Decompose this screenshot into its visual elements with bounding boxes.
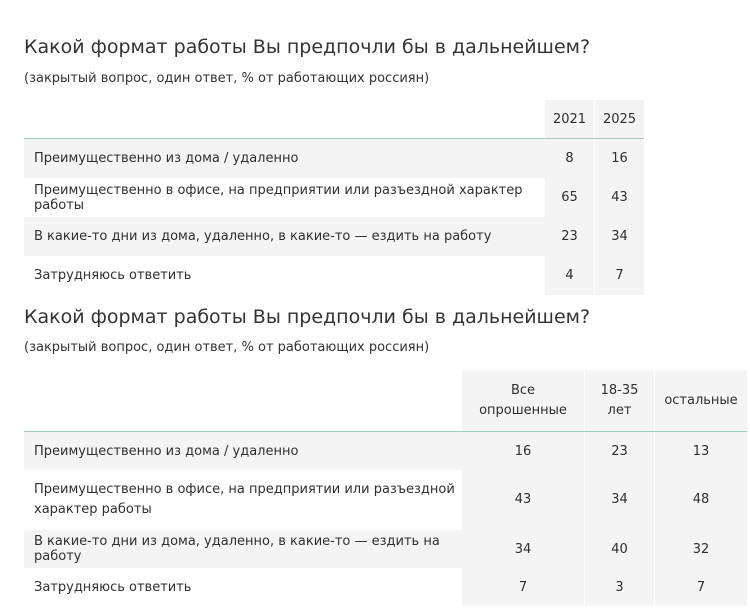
table2-col-others (655, 370, 748, 432)
cell-value: 7 (655, 568, 748, 606)
cell-value: 7 (595, 256, 645, 295)
cell-value: 13 (655, 432, 748, 471)
table2-header-empty (24, 370, 462, 432)
row-label-line: Преимущественно в офисе, на предприятии или разъездной (34, 482, 455, 497)
cell-value: 34 (595, 217, 645, 256)
row-label: В какие-то дни из дома, удаленно, в какие-то — ездить на работу (34, 229, 492, 244)
table2-title: Какой формат работы Вы предпочли бы в дальнейшем? (24, 306, 591, 328)
table-row (24, 256, 644, 295)
cell-value: 40 (585, 530, 655, 568)
table2-subtitle: (закрытый вопрос, один ответ, % от работающих россиян) (24, 340, 430, 355)
col-header-line: 18-35 (600, 382, 639, 398)
cell-value: 8 (565, 151, 574, 166)
row-label: Затрудняюсь ответить (34, 579, 192, 595)
table-row (24, 178, 644, 217)
table2-col-18-35 (585, 370, 655, 432)
cell-value: 23 (585, 432, 655, 471)
table2-col-all (462, 370, 585, 432)
row-label: Преимущественно из дома / удаленно (34, 443, 299, 459)
col-header-line: Все (510, 382, 536, 398)
cell-value: 32 (655, 530, 748, 568)
cell-value: 34 (585, 470, 655, 530)
cell-value: 65 (545, 178, 595, 217)
table-row (24, 139, 644, 179)
row-label: Затрудняюсь ответить (34, 268, 192, 283)
table-row (24, 432, 747, 471)
row-label (24, 470, 462, 530)
table1-col-2021: 2021 (545, 100, 595, 139)
table2-header-row (24, 370, 747, 432)
cell-value: 48 (655, 470, 748, 530)
table1-header-row (24, 100, 644, 139)
row-label: В какие-то дни из дома, удаленно, в какие-то — ездить на работу (34, 534, 440, 564)
col-header-line: остальные (664, 392, 738, 408)
cell-value: 34 (514, 541, 532, 557)
cell-value: 23 (561, 229, 578, 244)
cell-value: 3 (585, 568, 655, 606)
table1-header-empty (24, 100, 545, 139)
table-row (24, 530, 747, 568)
cell-value: 43 (462, 470, 585, 530)
cell-value: 4 (545, 256, 595, 295)
col-header-line: опрошенные (479, 402, 567, 418)
table-row (24, 470, 747, 530)
row-label: Преимущественно в офисе, на предприятии или разъездной характер работы (34, 182, 523, 213)
cell-value: 43 (595, 178, 645, 217)
table-row (24, 217, 644, 256)
table1-subtitle: (закрытый вопрос, один ответ, % от работающих россиян) (24, 71, 430, 86)
cell-value: 7 (462, 568, 585, 606)
table1-col-2025: 2025 (595, 100, 645, 139)
cell-value: 16 (514, 443, 532, 459)
row-label-line: характер работы (34, 502, 152, 517)
table1 (24, 100, 644, 295)
col-header-line: лет (607, 402, 632, 418)
row-label: Преимущественно из дома / удаленно (34, 151, 299, 166)
table2 (24, 370, 747, 606)
table-row (24, 568, 747, 606)
table1-title: Какой формат работы Вы предпочли бы в дальнейшем? (24, 36, 591, 58)
cell-value: 16 (595, 139, 645, 179)
